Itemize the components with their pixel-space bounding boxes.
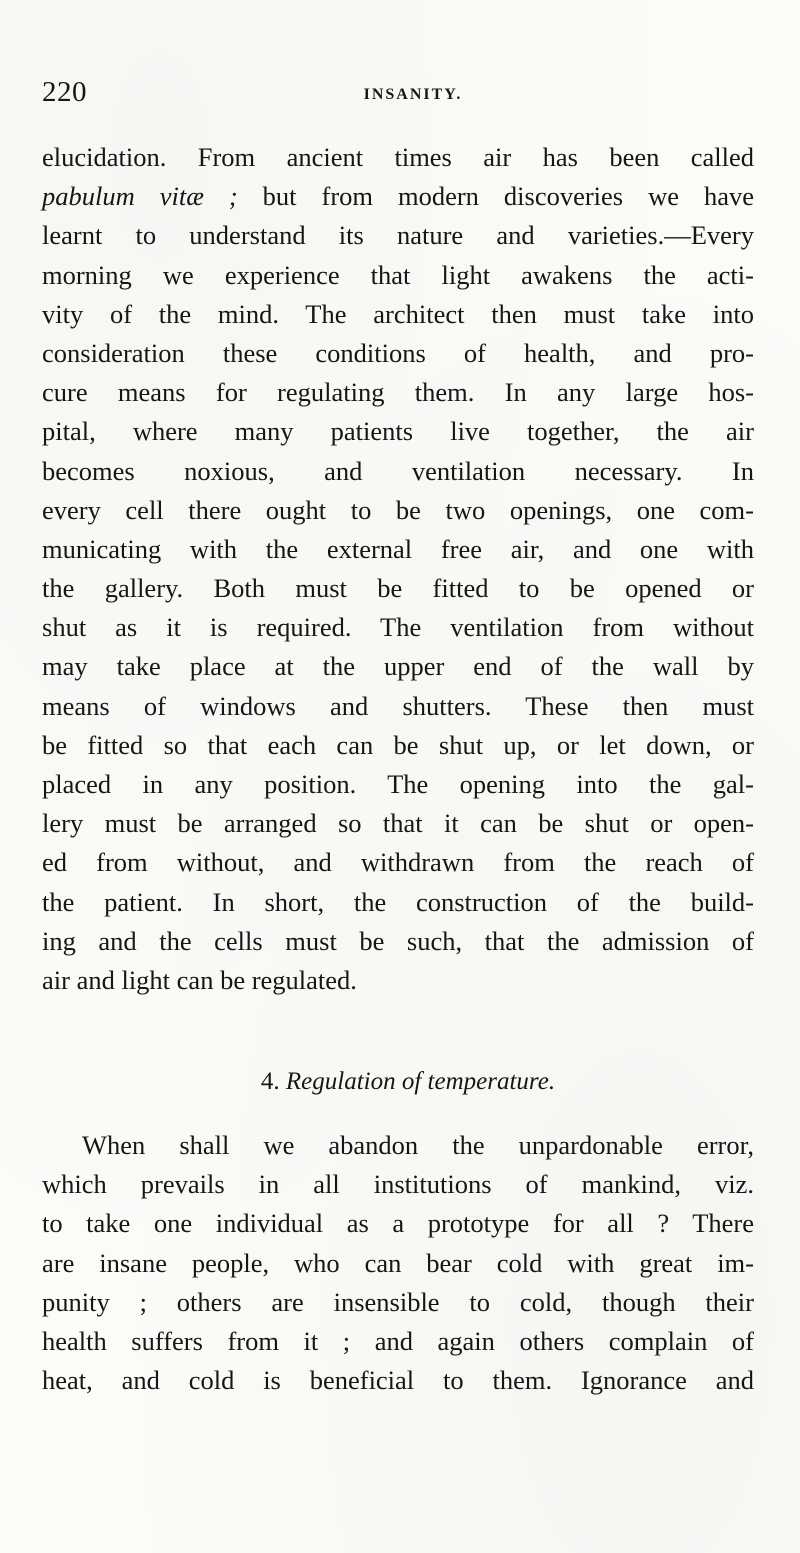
text-line: elucidation. From ancient times air has been called bbox=[42, 142, 754, 172]
text-line: ed from without, and withdrawn from the reach of bbox=[42, 847, 754, 878]
section-heading bbox=[42, 1068, 754, 1096]
text-line: placed in any position. The opening into the gal- bbox=[42, 769, 754, 799]
section-number: 4. bbox=[260, 1068, 280, 1095]
section-title: Regulation of temperature. bbox=[285, 1068, 556, 1095]
text-line: vity of the mind. The architect then must take into bbox=[42, 298, 754, 329]
paragraph-ventilation bbox=[42, 138, 754, 1000]
page-number: 220 bbox=[42, 76, 87, 108]
running-head: INSANITY. bbox=[363, 86, 463, 103]
page-header bbox=[42, 76, 754, 116]
text-line: to take one individual as a prototype for all ? There bbox=[42, 1208, 754, 1239]
text-line: ing and the cells must be such, that the admission of bbox=[42, 925, 754, 956]
text-line: consideration these conditions of health, and pro- bbox=[42, 337, 754, 368]
text-line: every cell there ought to be two openings, one com- bbox=[42, 494, 754, 525]
text-line: shut as it is required. The ventilation from without bbox=[42, 612, 754, 643]
text-line: When shall we abandon the unpardonable error, bbox=[82, 1130, 754, 1160]
text-line: the gallery. Both must be fitted to be opened or bbox=[42, 573, 754, 604]
text-line bbox=[42, 177, 754, 216]
text-line: be fitted so that each can be shut up, or let down, or bbox=[42, 729, 754, 760]
paragraph-temperature bbox=[42, 1126, 754, 1400]
text-line: health suffers from it ; and again others complain of bbox=[42, 1325, 754, 1356]
text-line: morning we experience that light awakens the acti- bbox=[42, 259, 754, 290]
latin-phrase: pabulum vitæ ; bbox=[42, 181, 238, 212]
text-line: learnt to understand its nature and varieties.—Every bbox=[42, 220, 754, 251]
text-line: municating with the external free air, and one with bbox=[42, 533, 754, 564]
text-line: are insane people, who can bear cold with great im- bbox=[42, 1247, 754, 1278]
text-line: may take place at the upper end of the wall by bbox=[42, 651, 754, 682]
text-line: means of windows and shutters. These then must bbox=[42, 690, 754, 721]
text-line: cure means for regulating them. In any large hos- bbox=[42, 377, 754, 408]
text-line: heat, and cold is beneficial to them. Ignorance and bbox=[42, 1365, 754, 1396]
text-line: which prevails in all institutions of mankind, viz. bbox=[42, 1169, 754, 1200]
text-line: becomes noxious, and ventilation necessary. In bbox=[42, 455, 754, 486]
text-line: punity ; others are insensible to cold, though their bbox=[42, 1286, 754, 1317]
text-fragment: but from modern discoveries we have bbox=[237, 181, 754, 212]
text-line: air and light can be regulated. bbox=[42, 964, 357, 995]
text-line: pital, where many patients live together, the air bbox=[42, 416, 754, 447]
text-line: lery must be arranged so that it can be shut or open- bbox=[42, 808, 754, 839]
text-line: the patient. In short, the construction of the build- bbox=[42, 886, 754, 917]
